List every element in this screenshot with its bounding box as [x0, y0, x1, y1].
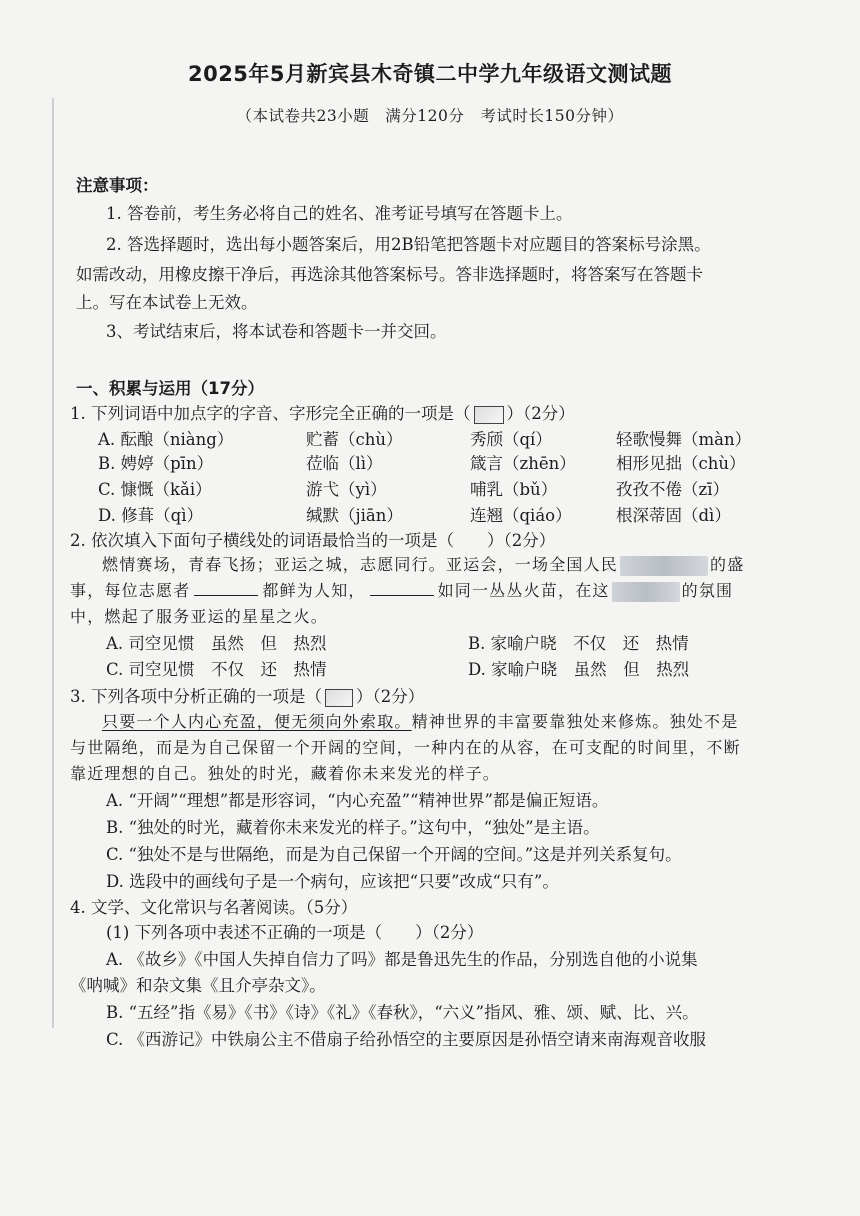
- q2-passage-line-1: [102, 552, 744, 576]
- question-1-stem-text: 1. 下列词语中加点字的字音、字形完全正确的一项是（: [70, 404, 471, 423]
- q2-passage-text: 事，每位志愿者: [70, 581, 191, 600]
- q3-passage-text: 精神世界的丰富要靠独处来修炼。独处不是: [411, 712, 739, 731]
- q1-option-a-4: 轻歌慢舞（màn）: [616, 430, 752, 449]
- q1-option-c-2: 游弋（yì）: [306, 480, 387, 499]
- question-4-stem: 4. 文学、文化常识与名著阅读。（5分）: [70, 898, 358, 917]
- question-1-stem: [70, 400, 575, 424]
- notice-item-2-cont: 如需改动，用橡皮擦干净后，再选涂其他答案标号。答非选择题时，将答案写在答题卡: [76, 265, 703, 284]
- q2-option-a: A. 司空见惯 虽然 但 热烈: [106, 634, 327, 653]
- q2-passage-text: 燃情赛场，青春飞扬；亚运之城，志愿同行。亚运会，一场全国人民: [102, 555, 619, 574]
- notice-item-3: 3、考试结束后，将本试卷和答题卡一并交回。: [106, 322, 447, 341]
- question-3-score: ）（2分）: [356, 687, 425, 706]
- q2-option-b: B. 家喻户晓 不仅 还 热情: [468, 634, 689, 653]
- q3-option-b: B. “独处的时光，藏着你未来发光的样子。”这句中，“独处”是主语。: [106, 818, 600, 837]
- q3-passage-line-2: 与世隔绝，而是为自己保留一个开阔的空间，一种内在的从容，在可支配的时间里，不断: [70, 738, 741, 757]
- q1-option-b-4: 相形见拙（chù）: [616, 454, 746, 473]
- q2-passage-text: 如同一丛丛火苗，在这: [437, 581, 610, 600]
- q1-option-b-1: B. 娉婷（pīn）: [98, 454, 214, 473]
- q4-option-b: B. “五经”指《易》《书》《诗》《礼》《春秋》，“六义”指风、雅、颂、赋、比、兴。: [106, 1003, 699, 1022]
- q1-option-c-3: 哺乳（bǔ）: [470, 480, 558, 499]
- q4-sub-question-1: (1) 下列各项中表述不正确的一项是（ ）（2分）: [106, 923, 484, 942]
- q1-option-c-4: 孜孜不倦（zī）: [616, 480, 729, 499]
- q3-option-d: D. 选段中的画线句子是一个病句，应该把“只要”改成“只有”。: [106, 872, 559, 891]
- q2-passage-line-3: 中，燃起了服务亚运的星星之火。: [70, 607, 329, 626]
- q1-option-a-3: 秀颀（qí）: [470, 430, 552, 449]
- notice-item-2: 2. 答选择题时，选出每小题答案后，用2B铅笔把答题卡对应题目的答案标号涂黑。: [106, 235, 711, 254]
- q3-passage-line-3: 靠近理想的自己。独处的时光，藏着你未来发光的样子。: [70, 764, 501, 783]
- q1-option-c-1: C. 慷慨（kǎi）: [98, 480, 212, 499]
- notice-heading: 注意事项：: [76, 176, 159, 195]
- q3-passage-line-1: [102, 709, 738, 732]
- section-heading: 一、积累与运用（17分）: [76, 379, 264, 398]
- notice-item-2-cont2: 上。写在本试卷上无效。: [76, 293, 258, 312]
- q1-option-d-4: 根深蒂固（dì）: [616, 506, 731, 525]
- shaded-blank: [620, 556, 708, 576]
- q1-option-d-3: 连翘（qiáo）: [470, 506, 572, 525]
- q1-option-a-1: A. 酝酿（niàng）: [98, 430, 234, 449]
- answer-box: [474, 406, 504, 424]
- q3-option-c: C. “独处不是与世隔绝，而是为自己保留一个开阔的空间。”这是并列关系复句。: [106, 845, 682, 864]
- question-3-stem: [70, 683, 424, 707]
- q2-passage-text: 的氛围: [681, 581, 734, 600]
- exam-subtitle: （本试卷共23小题 满分120分 考试时长150分钟）: [236, 107, 624, 125]
- answer-box: [325, 689, 353, 707]
- q3-underlined-sentence: 只要一个人内心充盈，便无须向外索取。: [102, 712, 412, 731]
- q2-passage-text: 都鲜为人知，: [262, 581, 366, 600]
- q1-option-d-2: 缄默（jiān）: [306, 506, 403, 525]
- q4-option-a-line-2: 《呐喊》和杂文集《且介亭杂文》。: [70, 976, 326, 995]
- exam-title: 2025年5月新宾县木奇镇二中学九年级语文测试题: [187, 62, 673, 86]
- q1-option-b-2: 莅临（lì）: [306, 454, 383, 473]
- q2-option-c: C. 司空见惯 不仅 还 热情: [106, 660, 327, 679]
- q1-option-d-1: D. 修葺（qì）: [98, 506, 203, 525]
- q2-passage-text: 的盛: [710, 555, 745, 574]
- notice-item-1: 1. 答卷前，考生务必将自己的姓名、准考证号填写在答题卡上。: [106, 204, 573, 223]
- binding-margin-line: [52, 98, 54, 1028]
- fill-blank: [370, 581, 434, 596]
- q1-option-a-2: 贮蓄（chù）: [306, 430, 403, 449]
- question-2-stem: 2. 依次填入下面句子横线处的词语最恰当的一项是（ ）（2分）: [70, 531, 556, 550]
- q4-option-a-line-1: A. 《故乡》《中国人失掉自信力了吗》都是鲁迅先生的作品，分别选自他的小说集: [106, 950, 698, 969]
- fill-blank: [194, 581, 258, 596]
- question-3-stem-text: 3. 下列各项中分析正确的一项是（: [70, 687, 322, 706]
- shaded-blank: [612, 582, 680, 602]
- q1-option-b-3: 箴言（zhēn）: [470, 454, 576, 473]
- q3-option-a: A. “开阔”“理想”都是形容词，“内心充盈”“精神世界”都是偏正短语。: [106, 791, 609, 810]
- q2-option-d: D. 家喻户晓 虽然 但 热烈: [468, 660, 690, 679]
- question-1-score: ）（2分）: [506, 404, 575, 423]
- q4-option-c: C. 《西游记》中铁扇公主不借扇子给孙悟空的主要原因是孙悟空请来南海观音收服: [106, 1030, 707, 1049]
- q2-passage-line-2: [70, 578, 733, 602]
